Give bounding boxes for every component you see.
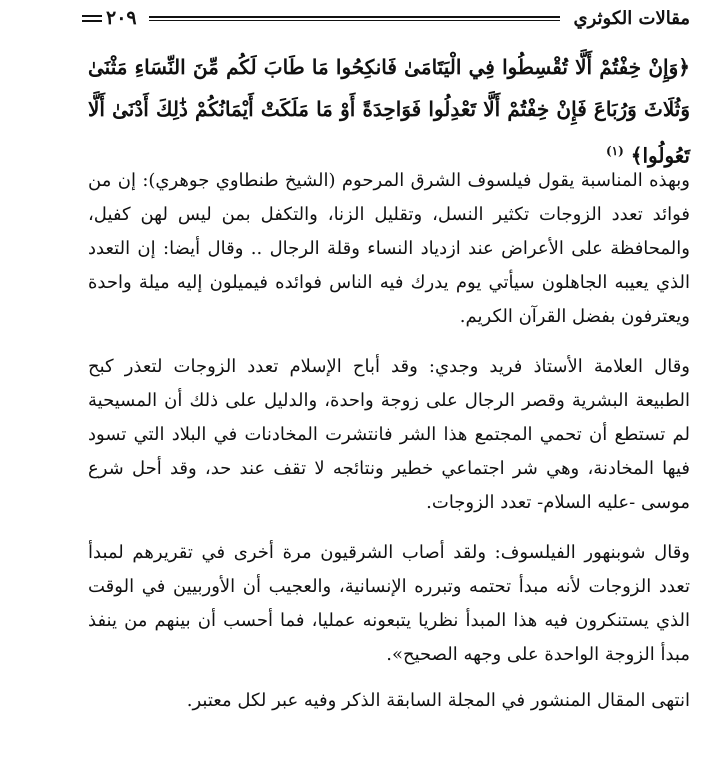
paragraph-tantawi-quote: وبهذه المناسبة يقول فيلسوف الشرق المرحوم (الشيخ طنطاوي جوهري): إن من فوائد تعدد الزوجات تكثير النسل، وتقليل الزنا، والتكفل بمن ليس لهن كفيل، والمحافظة على الأعراض عند ازدياد النساء وقلة الرجال .. وقال أيضا: إن التعدد الذي يعيبه الجاهلون سيأتي يوم يدرك فيه الناس فوائده فيميلون إليه ميلة واحدة ويعترفون بفضل القرآن الكريم. [88,170,690,327]
paragraph-conclusion: انتهى المقال المنشور في المجلة السابقة الذكر وفيه عبر لكل معتبر. [186,690,690,711]
verse-text: ﴿وَإِنْ خِفْتُمْ أَلَّا تُقْسِطُوا فِي الْيَتَامَىٰ فَانكِحُوا مَا طَابَ لَكُم مِّنَ النِّسَاءِ مَثْنَىٰ وَثُلَاثَ وَرُبَاعَ فَإِنْ خِفْتُمْ أَلَّا تَعْدِلُوا فَوَاحِدَةً أَوْ مَا مَلَكَتْ أَيْمَانُكُمْ ذَٰلِكَ أَدْنَىٰ أَلَّا تَعُولُوا﴾ [88,55,690,168]
running-header [82,3,690,33]
header-ornament [82,15,102,22]
quran-verse [88,46,690,177]
header-rule [149,16,560,21]
paragraph-schopenhauer-quote: وقال شوبنهور الفيلسوف: ولقد أصاب الشرقيون مرة أخرى في تقريرهم لمبدأ تعدد الزوجات لأنه مبدأ تحتمه وتبرره الإنسانية، والعجيب أن الأوربيين في الوقت الذي يستنكرون فيه هذا المبدأ نظريا يتبعونه عمليا، فما أحسب أن بينهم من ينفذ مبدأ الزوجة الواحدة على وجهه الصحيح». [88,542,690,665]
paragraph-wajdi-quote: وقال العلامة الأستاذ فريد وجدي: وقد أباح الإسلام تعدد الزوجات لتعذر كبح الطبيعة البشرية وقصر الرجال على زوجة واحدة، والدليل على ذلك أن المسيحية لم تستطع أن تحمي المجتمع هذا الشر فانتشرت المخادنات في البلاد التي تسود فيها المخادنة، وهي شر اجتماعي خطير ونتائجه لا تقف عند حد، وقد أحل شرع موسى -عليه السلام- تعدد الزوجات. [88,356,690,513]
footnote-marker: (١) [605,144,624,158]
page-number: ٢٠٩ [106,7,137,29]
book-title: مقالات الكوثري [573,7,690,29]
